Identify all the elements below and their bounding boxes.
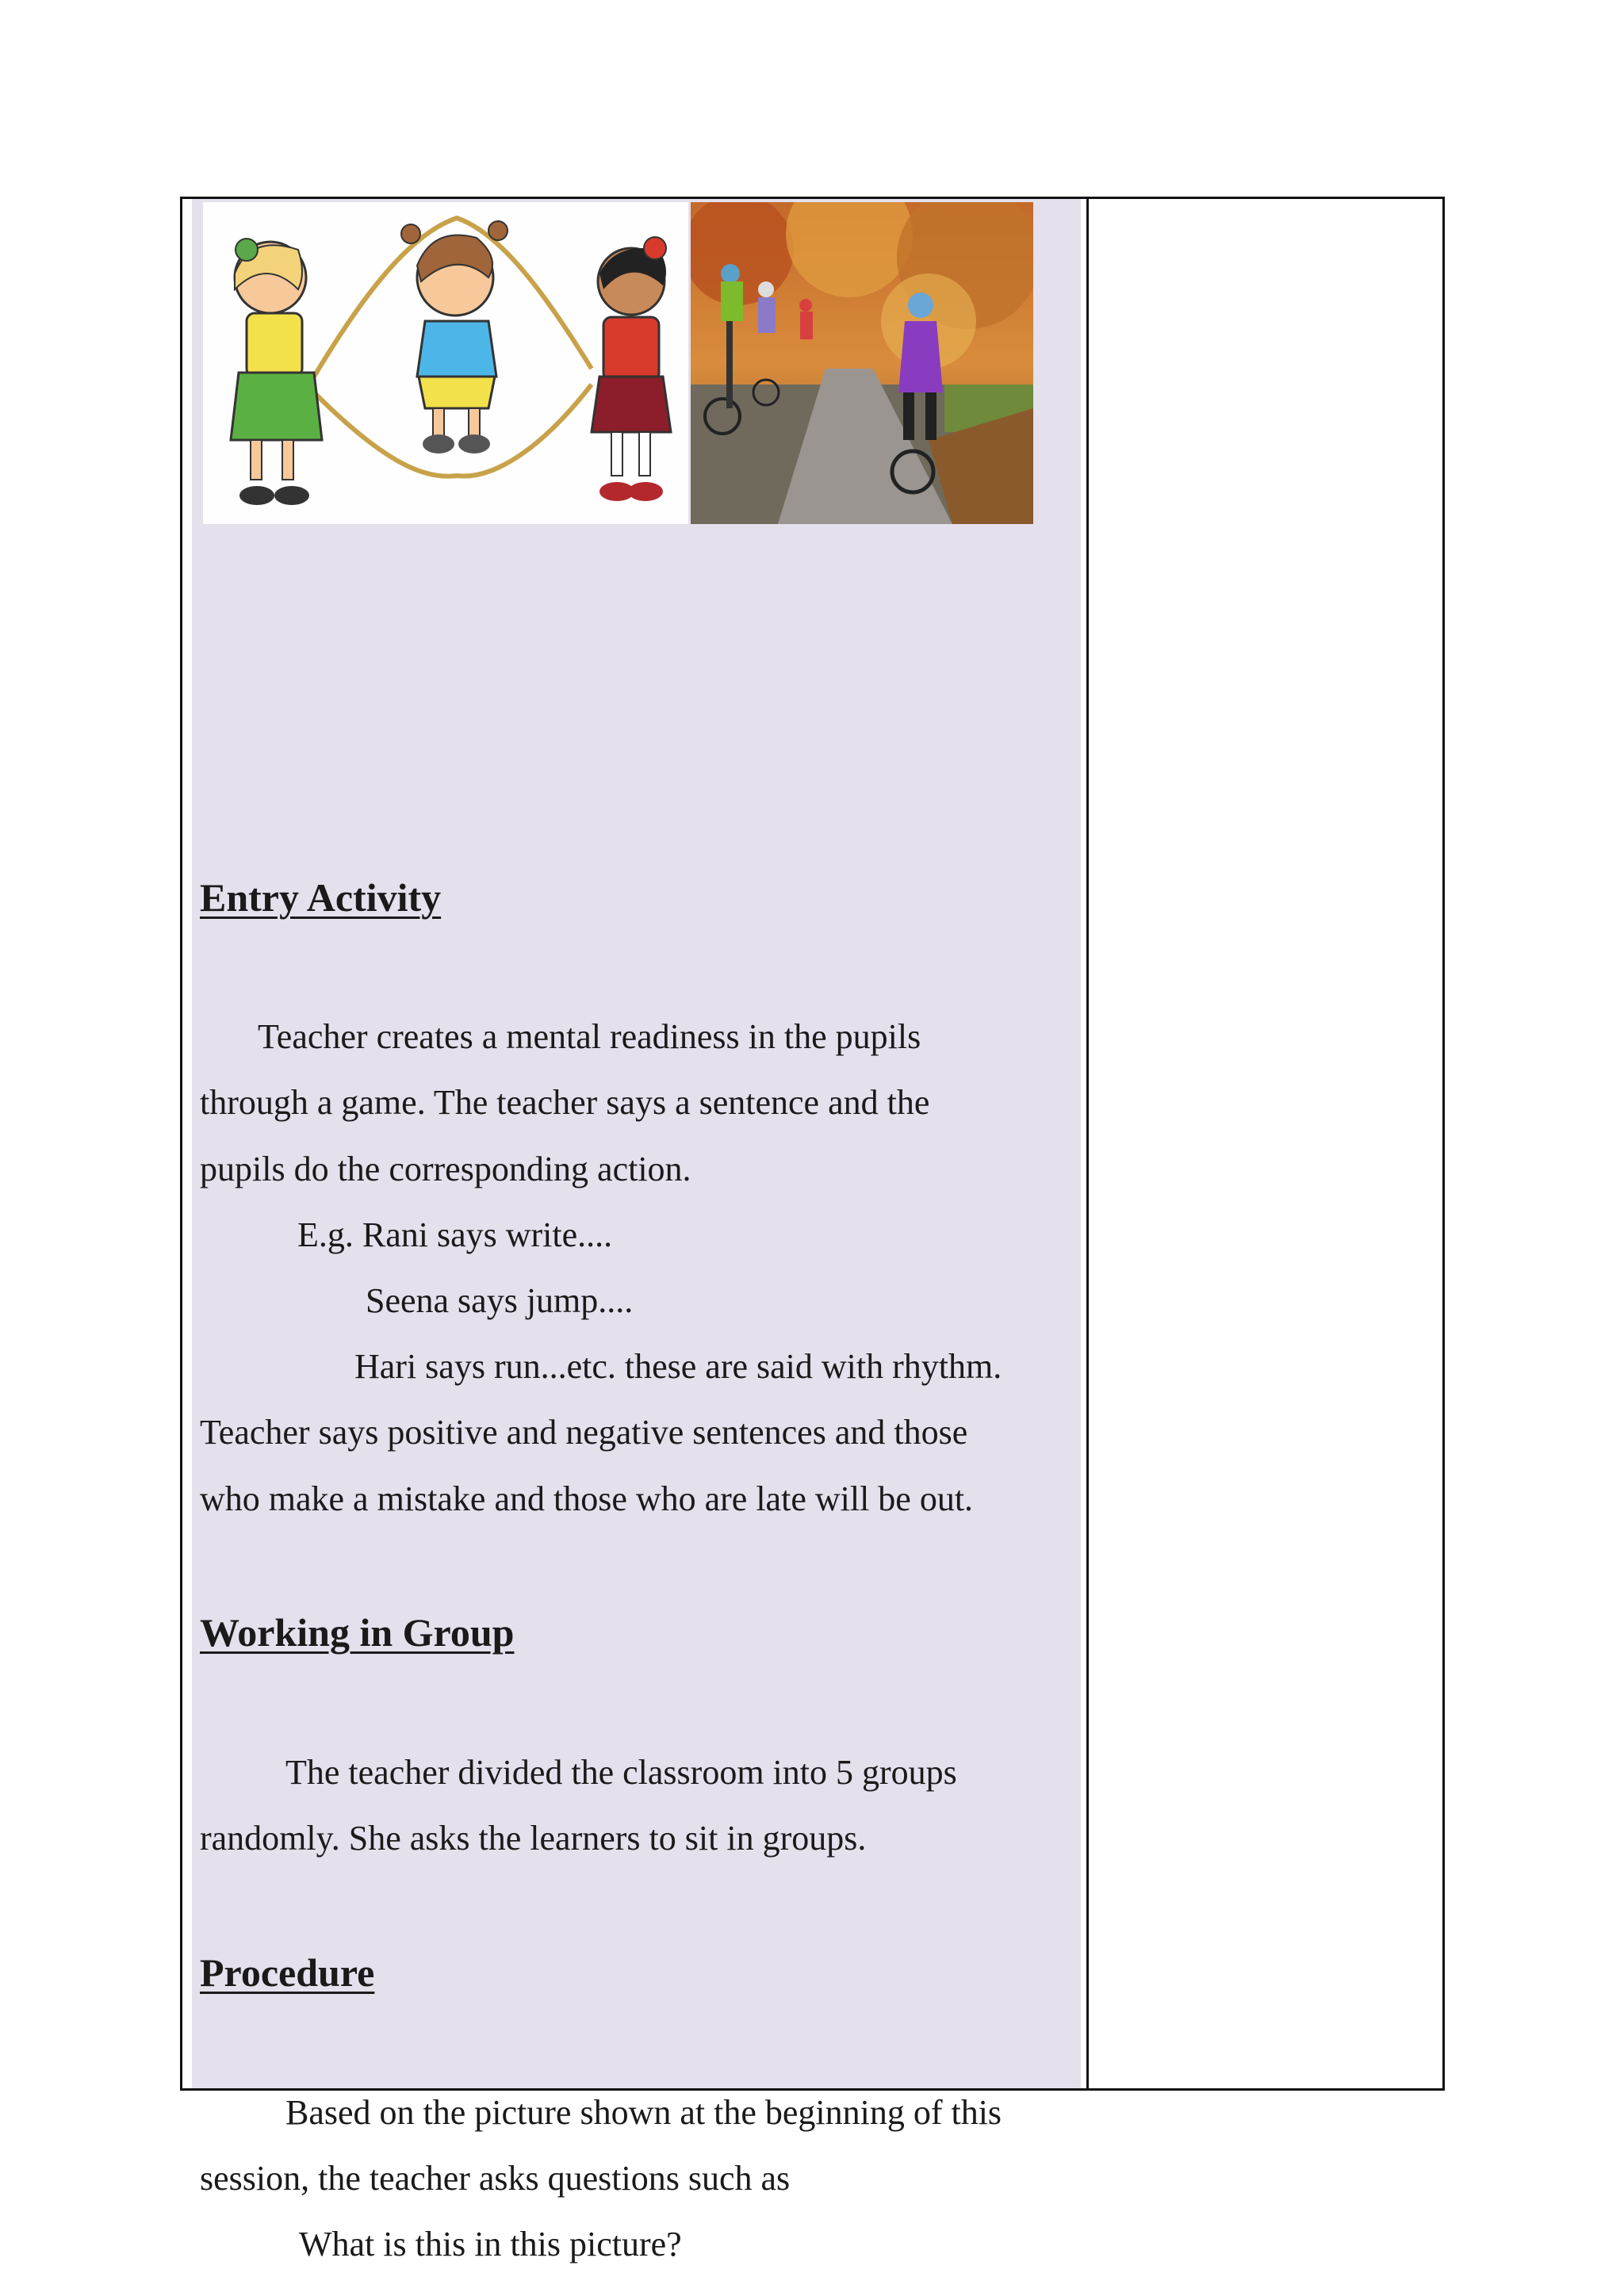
working-in-group-heading: Working in Group: [200, 1610, 515, 1655]
procedure-heading: Procedure: [200, 1950, 375, 1995]
entry-activity-heading: Entry Activity: [200, 875, 442, 920]
entry-line-7: Teacher says positive and negative sentences and those: [200, 1413, 968, 1452]
skipping-rope-illustration: [203, 202, 688, 524]
empty-right-column: [1089, 199, 1442, 2088]
procedure-line-3: What is this in this picture?: [299, 2225, 682, 2263]
entry-line-6: Hari says run...etc. these are said with rhythm.: [354, 1347, 1002, 1386]
entry-line-4: E.g. Rani says write....: [297, 1215, 613, 1254]
cycling-photo: [691, 202, 1033, 524]
entry-line-2: through a game. The teacher says a sentence and the: [200, 1083, 930, 1122]
procedure-line-1: Based on the picture shown at the beginning of this: [285, 2093, 1002, 2132]
entry-line-1: Teacher creates a mental readiness in the pupils: [258, 1017, 921, 1056]
group-line-2: randomly. She asks the learners to sit in groups.: [200, 1819, 867, 1858]
entry-line-3: pupils do the corresponding action.: [200, 1150, 691, 1188]
group-line-1: The teacher divided the classroom into 5 groups: [285, 1753, 957, 1792]
entry-line-8: who make a mistake and those who are late will be out.: [200, 1479, 974, 1518]
lesson-table: [180, 197, 1445, 2263]
procedure-line-2: session, the teacher asks questions such as: [200, 2159, 791, 2198]
entry-line-5: Seena says jump....: [366, 1281, 634, 1320]
activity-column: [182, 199, 1089, 2263]
